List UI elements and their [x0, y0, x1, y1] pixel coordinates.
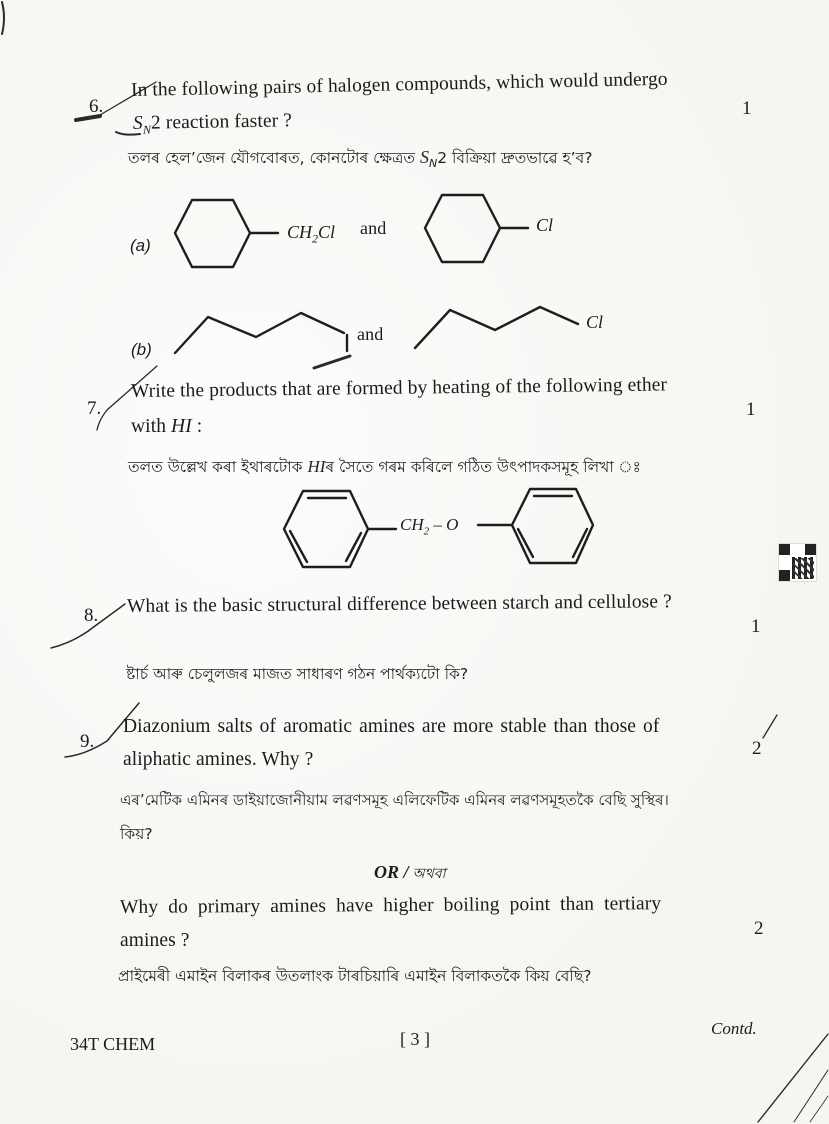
- q9-alt-marks: 2: [754, 918, 764, 939]
- cl-substituent-a: Cl: [536, 215, 554, 235]
- q7-as-hi: HI: [307, 457, 326, 476]
- q9-slash-mark: [760, 712, 780, 742]
- butyl-chloride-chain: [410, 300, 590, 360]
- q7-marks: 1: [746, 399, 756, 420]
- or-assamese: অথবা: [412, 866, 446, 882]
- q8-text-assamese: ষ্টাৰ্চ আৰু চেলুলজৰ মাজত সাধাৰণ গঠন পাৰ্থক্যটো কি?: [126, 665, 469, 683]
- q6-text-assamese: [128, 146, 592, 172]
- q6-as-sn: S: [419, 147, 429, 167]
- q7-as-prefix: তলত উল্লেখ কৰা ইথাৰটোক: [128, 458, 308, 476]
- q9-text-assamese-line2: কিয়?: [120, 825, 153, 843]
- q9-text-line1: Diazonium salts of aromatic amines are more stable than those of: [123, 716, 660, 737]
- q6-text-line1: In the following pairs of halogen compounds, which would undergo: [130, 68, 668, 101]
- qr-code: [779, 544, 816, 581]
- q9-number: 9.: [80, 731, 95, 752]
- q7-as-suffix: ৰ সৈতে গৰম কৰিলে গঠিত উৎপাদকসমূহ লিখা ঃ: [325, 458, 641, 476]
- page-number: [ 3 ]: [400, 1029, 430, 1049]
- cl-substituent-b: Cl: [586, 312, 604, 332]
- q6-as-prefix: তলৰ হেল’জেন যৌগবোৰত, কোনটোৰ ক্ষেত্ৰত: [128, 149, 420, 167]
- sn-subscript: N: [142, 122, 152, 137]
- q9-text-line2: aliphatic amines. Why ?: [123, 749, 314, 770]
- or-separator: [374, 862, 446, 886]
- q8-number: 8.: [84, 605, 99, 626]
- q7-text-assamese: [128, 455, 641, 481]
- q6-option-b-label: (b): [131, 340, 152, 359]
- q6-as-sub: N: [428, 157, 438, 171]
- paper-code: 34T CHEM: [70, 1034, 156, 1054]
- cyclohexane-ring-a-left: [170, 195, 280, 275]
- q7-number: 7.: [87, 398, 102, 419]
- or-label: OR /: [374, 862, 409, 882]
- benzene-ring-left: [270, 485, 400, 575]
- cyclohexane-ring-a-right: [420, 190, 535, 270]
- q8-marks: 1: [751, 616, 761, 637]
- q7-text-line2: [131, 416, 202, 438]
- q9-alt-text-assamese: প্ৰাইমেৰী এমাইন বিলাকৰ উতলাংক টাৰচিয়াৰি এমাইন বিলাকতকৈ কিয় বেছি?: [118, 967, 592, 985]
- ch2-sub: 2: [423, 525, 430, 538]
- page-corner-fold: [750, 1030, 829, 1124]
- q6-marks: 1: [742, 98, 752, 119]
- q6-number: 6.: [89, 96, 104, 117]
- o-label: – O: [429, 515, 459, 534]
- q9-alt-text-line2: amines ?: [120, 930, 190, 951]
- q9-marks: 2: [752, 738, 762, 759]
- q8-text: What is the basic structural difference between starch and cellulose ?: [126, 591, 672, 617]
- benzene-ring-right: [478, 483, 608, 573]
- ch2cl-substituent: [287, 222, 335, 247]
- q7-hi: HI: [171, 416, 192, 437]
- continued-label: Contd.: [711, 1019, 757, 1038]
- q6-text-line2-rest: 2 reaction faster ?: [150, 110, 293, 134]
- ch-text: CH: [287, 222, 313, 242]
- q6-b-and: and: [357, 324, 384, 344]
- q6-a-and: and: [360, 218, 387, 238]
- q9-text-assamese-line1: এৰ’মেটিক এমিনৰ ডাইয়াজোনীয়াম লৱণসমূহ এলিফেটিক এমিনৰ লৱণসমূহতকৈ বেছি সুস্থিৰ।: [120, 791, 669, 809]
- q7-text-line1: Write the products that are formed by heating of the following ether: [130, 374, 668, 402]
- cl-text: Cl: [318, 222, 336, 242]
- q6-as-suffix: 2 বিক্ৰিয়া দ্ৰুতভাৱে হ’ব?: [437, 149, 593, 167]
- ch2-o-linker: [400, 515, 458, 537]
- q6-text-line2: [133, 110, 292, 138]
- q7-with: with: [131, 416, 172, 437]
- pen-stroke-b: [310, 352, 360, 372]
- ch2-label: CH: [400, 515, 424, 534]
- q7-colon: :: [191, 416, 203, 437]
- margin-mark: [0, 0, 10, 40]
- sn-symbol: S: [132, 112, 144, 134]
- ch2-subscript: 2: [312, 231, 319, 246]
- q6-option-a-label: (a): [130, 236, 151, 255]
- q9-alt-text-line1: Why do primary amines have higher boiling point than tertiary: [119, 893, 662, 918]
